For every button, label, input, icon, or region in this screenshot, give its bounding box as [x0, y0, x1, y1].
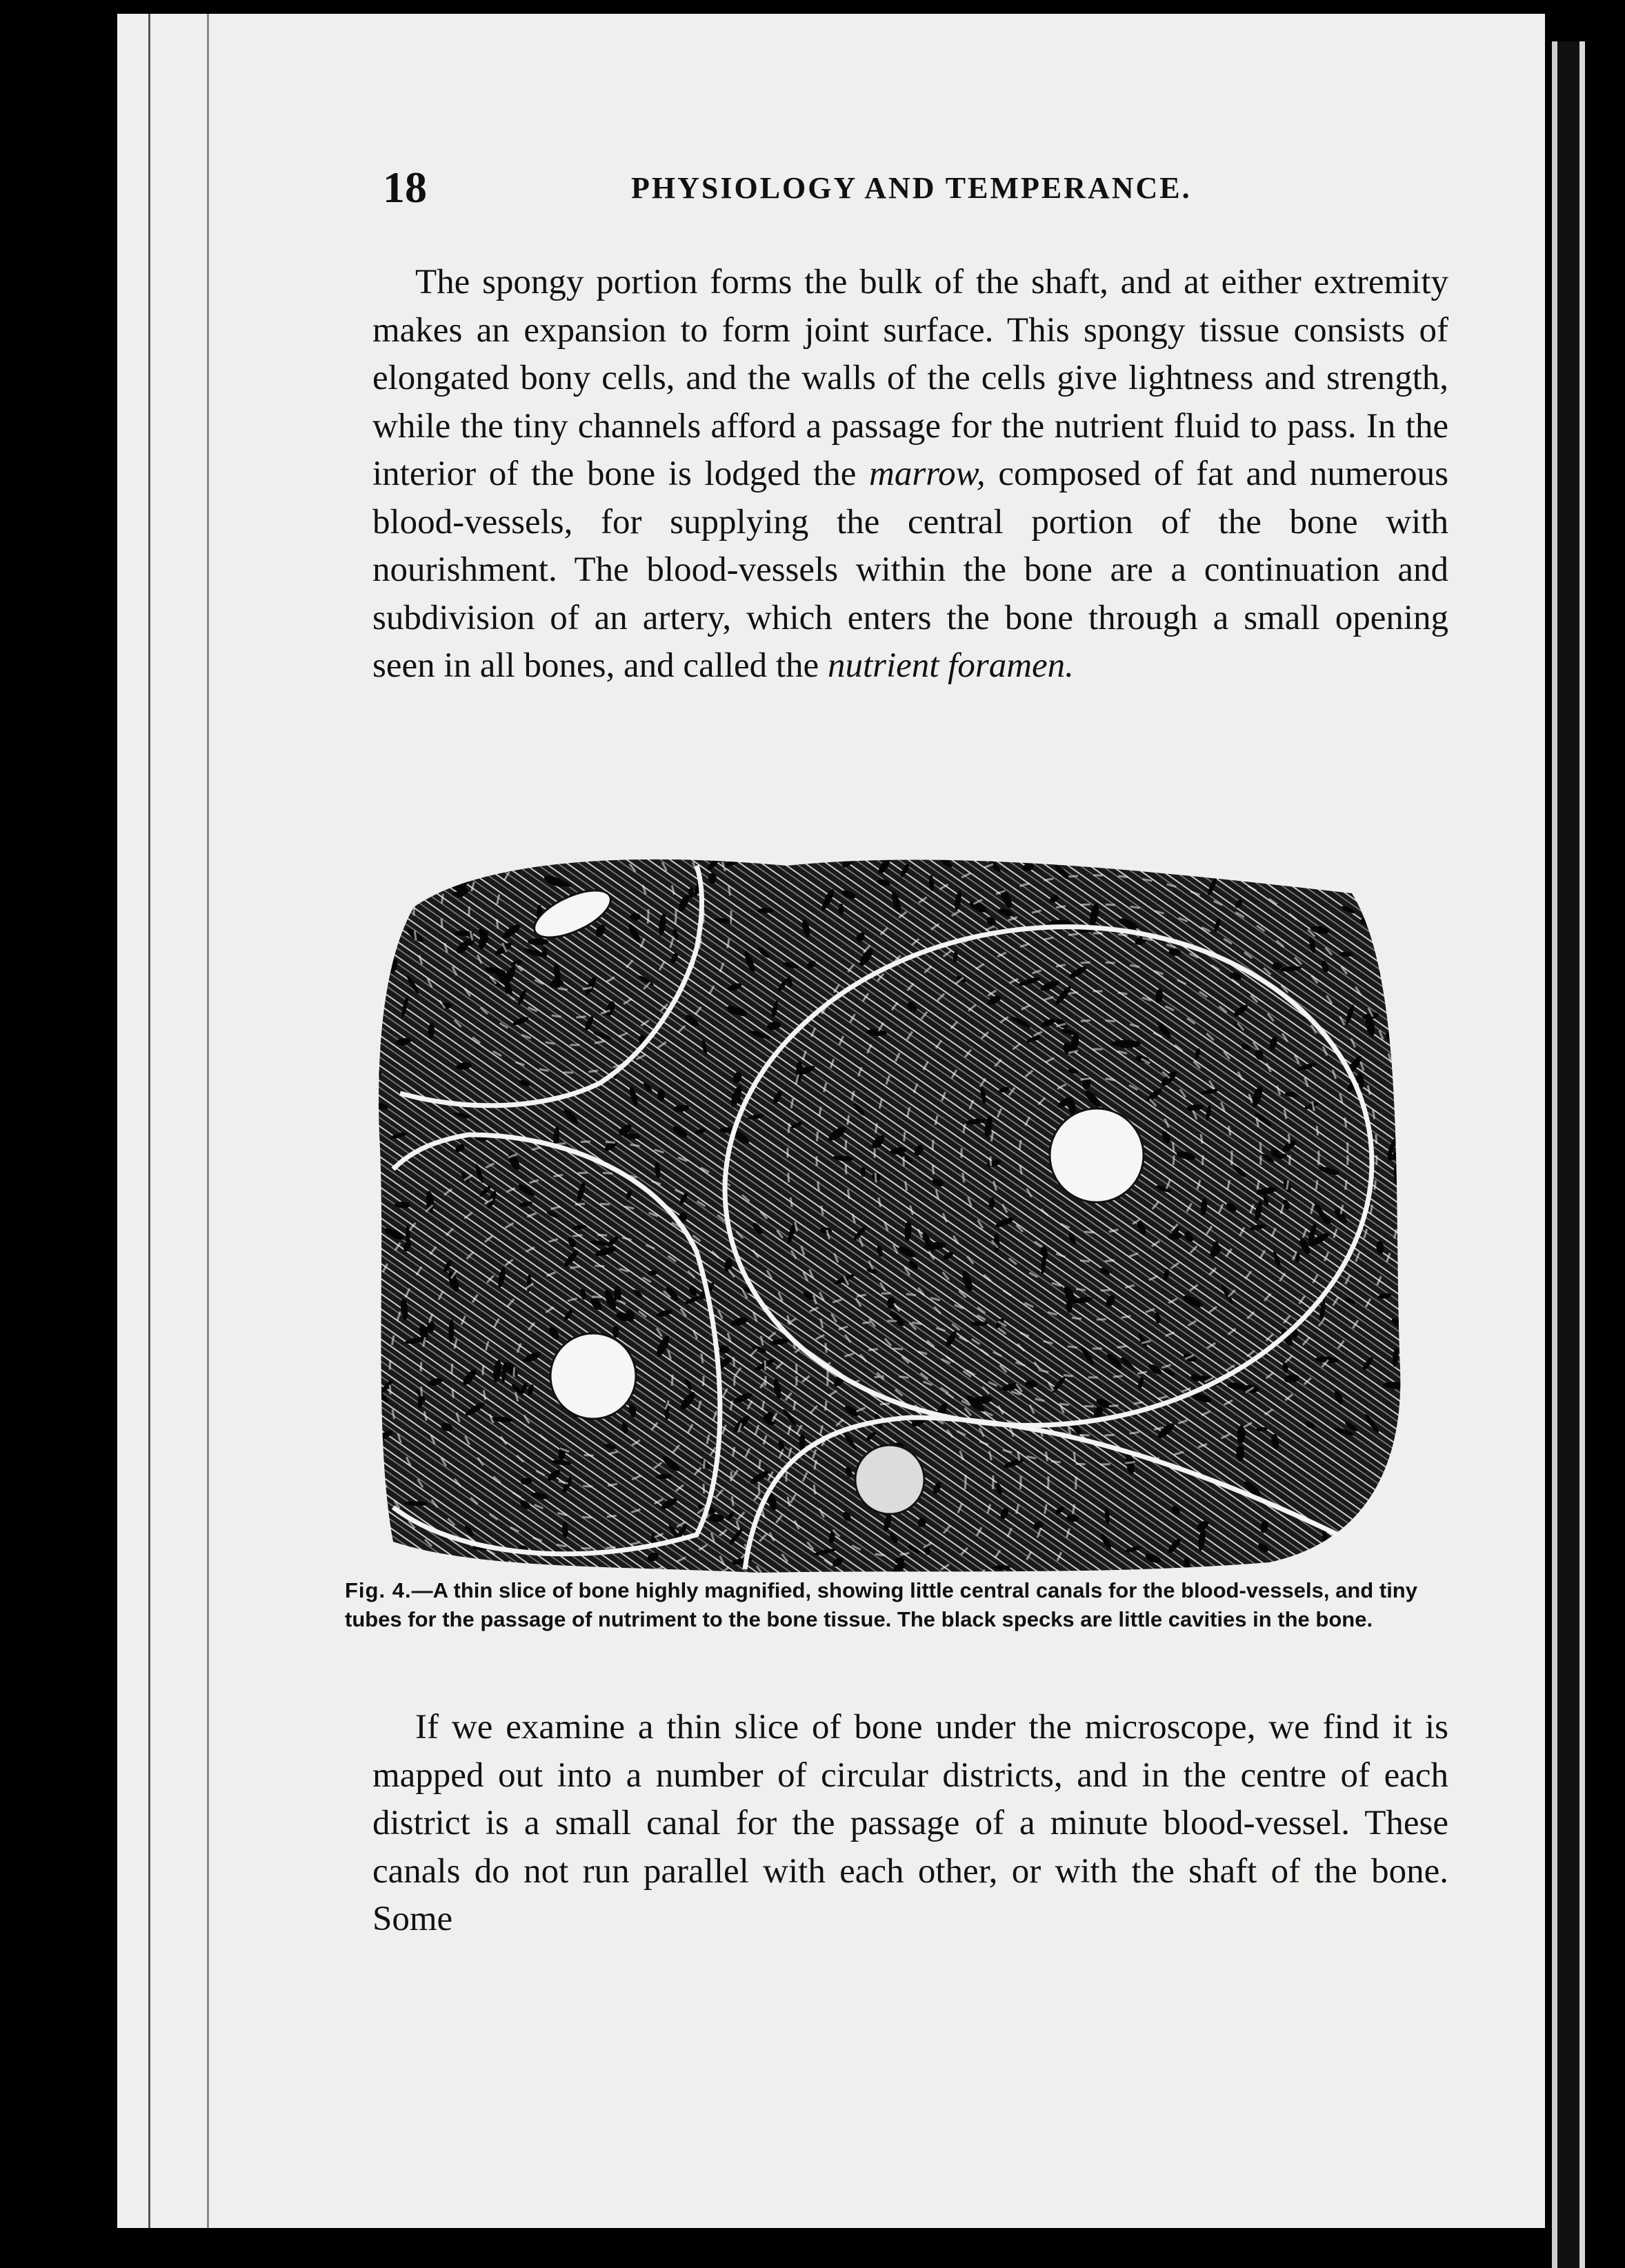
bone-cavity-speck: [498, 846, 504, 866]
bone-cavity-speck: [422, 845, 443, 857]
paragraph-1-text-b: composed of fat and numerous blood-vessels, for supplying the central portion of the bone with nourishment. The blood-vessels within the bone are a continuation and subdivision of an artery, which enters the bone through a small opening seen in all bones, and called the: [372, 455, 1448, 685]
bone-cavity-speck: [757, 908, 774, 913]
body-paragraph-2: [372, 1704, 1448, 1944]
bone-cavity-speck: [1384, 859, 1397, 884]
central-canal: [1050, 1108, 1144, 1202]
bone-cavity-speck: [528, 938, 548, 945]
bone-slice-illustration: [372, 845, 1421, 1576]
bone-cavity-speck: [1402, 850, 1409, 861]
bone-cavity-speck: [824, 850, 836, 861]
bone-cavity-speck: [971, 1322, 988, 1326]
bone-cavity-speck: [388, 1560, 397, 1571]
bone-cavity-speck: [1184, 848, 1204, 864]
bone-cavity-speck: [435, 1555, 445, 1566]
gutter-line: [148, 14, 150, 2228]
figure-caption-text: —A thin slice of bone highly magnified, showing little central canals for the blood-vessels, and tiny tubes for the passage of nutriment to the bone tissue. The black specks are little cavities in the bone.: [345, 1578, 1417, 1631]
bone-cavity-speck: [839, 904, 844, 915]
bone-cavity-speck: [1397, 999, 1414, 1010]
bone-cavity-speck: [403, 859, 419, 882]
figure-label: Fig. 4.: [345, 1578, 412, 1602]
body-paragraph-1: [372, 259, 1448, 690]
bone-cavity-speck: [659, 845, 673, 853]
term-nutrient-foramen: nutrient foramen.: [827, 646, 1074, 685]
running-head: PHYSIOLOGY AND TEMPERANCE.: [631, 171, 1192, 205]
gutter-line: [207, 14, 209, 2228]
bone-cavity-speck: [993, 1565, 1010, 1570]
bone-cavity-speck: [562, 1521, 568, 1538]
term-marrow: marrow,: [869, 455, 986, 493]
bone-cavity-speck: [380, 932, 395, 946]
bone-cavity-speck: [837, 845, 852, 857]
bone-cavity-speck: [709, 1514, 724, 1522]
bone-cavity-speck: [1379, 845, 1391, 853]
paragraph-2-text: If we examine a thin slice of bone under the microscope, we find it is mapped out into a number of circular districts, and in the centre of each district is a small canal for the passage of a minute blood-vessel. These canals do not run parallel with each other, or with the shaft of the bone. Some: [372, 1708, 1448, 1938]
central-canal: [855, 1445, 924, 1514]
bone-cavity-speck: [866, 845, 877, 859]
bone-cavity-speck: [538, 845, 548, 855]
bone-cavity-speck: [1234, 859, 1248, 874]
figure-caption: [345, 1576, 1417, 1634]
bone-cavity-speck: [395, 857, 414, 877]
bone-cavity-speck: [474, 850, 488, 864]
page-number: 18: [383, 163, 427, 212]
bone-cavity-speck: [602, 845, 619, 858]
bone-cavity-speck: [1325, 860, 1347, 878]
bone-cavity-speck: [1044, 845, 1054, 856]
page-header: [383, 162, 1476, 217]
paragraph-1-text-a: The spongy portion forms the bulk of the shaft, and at either extremity makes an expansion to form joint surface. This spongy tissue consists of elongated bony cells, and the walls of the cells give lightness and strength, while the tiny channels afford a passage for the nutrient fluid to pass. In the interior of the bone is lodged the: [372, 263, 1448, 493]
central-canal: [550, 1333, 636, 1419]
bone-cavity-speck: [1364, 845, 1379, 858]
bone-cavity-speck: [1099, 848, 1110, 862]
bone-cavity-speck: [1213, 1242, 1219, 1253]
bone-cavity-speck: [1366, 1505, 1382, 1528]
page-edge: [1552, 41, 1625, 2268]
